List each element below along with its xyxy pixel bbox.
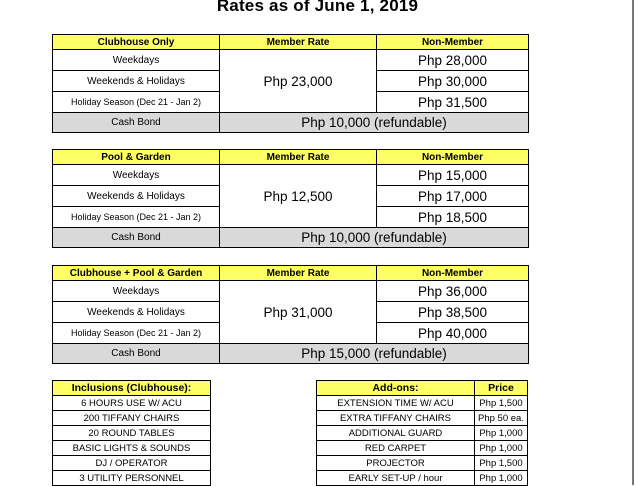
- cash-bond-value: Php 15,000 (refundable): [220, 344, 529, 364]
- addon-price: Php 1,500: [475, 456, 528, 471]
- addon-name: EXTRA TIFFANY CHAIRS: [317, 411, 475, 426]
- nonmember-rate: Php 18,500: [377, 207, 529, 228]
- cash-bond-row: [53, 113, 529, 133]
- cash-bond-value: Php 10,000 (refundable): [220, 228, 529, 248]
- nonmember-header: Non-Member: [377, 150, 529, 165]
- addon-name: EXTENSION TIME W/ ACU: [317, 396, 475, 411]
- venue-header: Clubhouse Only: [53, 35, 220, 50]
- member-rate-header: Member Rate: [220, 150, 377, 165]
- page-edge-divider: [632, 0, 634, 485]
- rate-row: [53, 50, 529, 71]
- rate-table: [52, 34, 529, 133]
- addon-name: RED CARPET: [317, 441, 475, 456]
- addon-name: PROJECTOR: [317, 456, 475, 471]
- period-label: Weekends & Holidays: [53, 302, 220, 323]
- page-title: Rates as of June 1, 2019: [216, 0, 419, 15]
- inclusion-item: DJ / OPERATOR: [53, 456, 211, 471]
- inclusions-header: Inclusions (Clubhouse):: [53, 381, 211, 396]
- venue-header: Clubhouse + Pool & Garden: [53, 266, 220, 281]
- member-rate-header: Member Rate: [220, 35, 377, 50]
- addon-price: Php 1,500: [475, 396, 528, 411]
- cash-bond-value: Php 10,000 (refundable): [220, 113, 529, 133]
- addon-price: Php 1,000: [475, 426, 528, 441]
- nonmember-rate: Php 17,000: [377, 186, 529, 207]
- inclusion-item: BASIC LIGHTS & SOUNDS: [53, 441, 211, 456]
- addon-row: [317, 456, 528, 471]
- nonmember-rate: Php 28,000: [377, 50, 529, 71]
- period-label: Holiday Season (Dec 21 - Jan 2): [53, 323, 220, 344]
- nonmember-rate: Php 38,500: [377, 302, 529, 323]
- addons-table: [316, 380, 528, 486]
- addon-row: [317, 426, 528, 441]
- period-label: Holiday Season (Dec 21 - Jan 2): [53, 92, 220, 113]
- member-rate-header: Member Rate: [220, 266, 377, 281]
- addon-row: [317, 441, 528, 456]
- nonmember-rate: Php 30,000: [377, 71, 529, 92]
- member-rate: Php 12,500: [220, 165, 377, 228]
- addons-header: Add-ons:: [317, 381, 475, 396]
- period-label: Weekdays: [53, 50, 220, 71]
- addon-row: [317, 396, 528, 411]
- inclusion-item: 200 TIFFANY CHAIRS: [53, 411, 211, 426]
- addon-row: [317, 411, 528, 426]
- addon-price: Php 1,000: [475, 441, 528, 456]
- period-label: Weekdays: [53, 281, 220, 302]
- rate-row: [53, 281, 529, 302]
- period-label: Holiday Season (Dec 21 - Jan 2): [53, 207, 220, 228]
- price-header: Price: [475, 381, 528, 396]
- addon-price: Php 1,000: [475, 471, 528, 486]
- nonmember-header: Non-Member: [377, 35, 529, 50]
- nonmember-rate: Php 36,000: [377, 281, 529, 302]
- nonmember-header: Non-Member: [377, 266, 529, 281]
- rate-table: [52, 149, 529, 248]
- rate-row: [53, 165, 529, 186]
- nonmember-rate: Php 40,000: [377, 323, 529, 344]
- member-rate: Php 23,000: [220, 50, 377, 113]
- cash-bond-row: [53, 344, 529, 364]
- inclusions-table: [52, 380, 211, 486]
- venue-header: Pool & Garden: [53, 150, 220, 165]
- nonmember-rate: Php 31,500: [377, 92, 529, 113]
- addon-row: [317, 471, 528, 486]
- cash-bond-label: Cash Bond: [53, 228, 220, 248]
- cash-bond-label: Cash Bond: [53, 344, 220, 364]
- cash-bond-label: Cash Bond: [53, 113, 220, 133]
- member-rate: Php 31,000: [220, 281, 377, 344]
- cash-bond-row: [53, 228, 529, 248]
- nonmember-rate: Php 15,000: [377, 165, 529, 186]
- inclusion-item: 3 UTILITY PERSONNEL: [53, 471, 211, 486]
- addon-name: EARLY SET-UP / hour: [317, 471, 475, 486]
- inclusion-item: 6 HOURS USE W/ ACU: [53, 396, 211, 411]
- period-label: Weekdays: [53, 165, 220, 186]
- rate-table: [52, 265, 529, 364]
- addon-name: ADDITIONAL GUARD: [317, 426, 475, 441]
- period-label: Weekends & Holidays: [53, 186, 220, 207]
- inclusion-item: 20 ROUND TABLES: [53, 426, 211, 441]
- period-label: Weekends & Holidays: [53, 71, 220, 92]
- addon-price: Php 50 ea.: [475, 411, 528, 426]
